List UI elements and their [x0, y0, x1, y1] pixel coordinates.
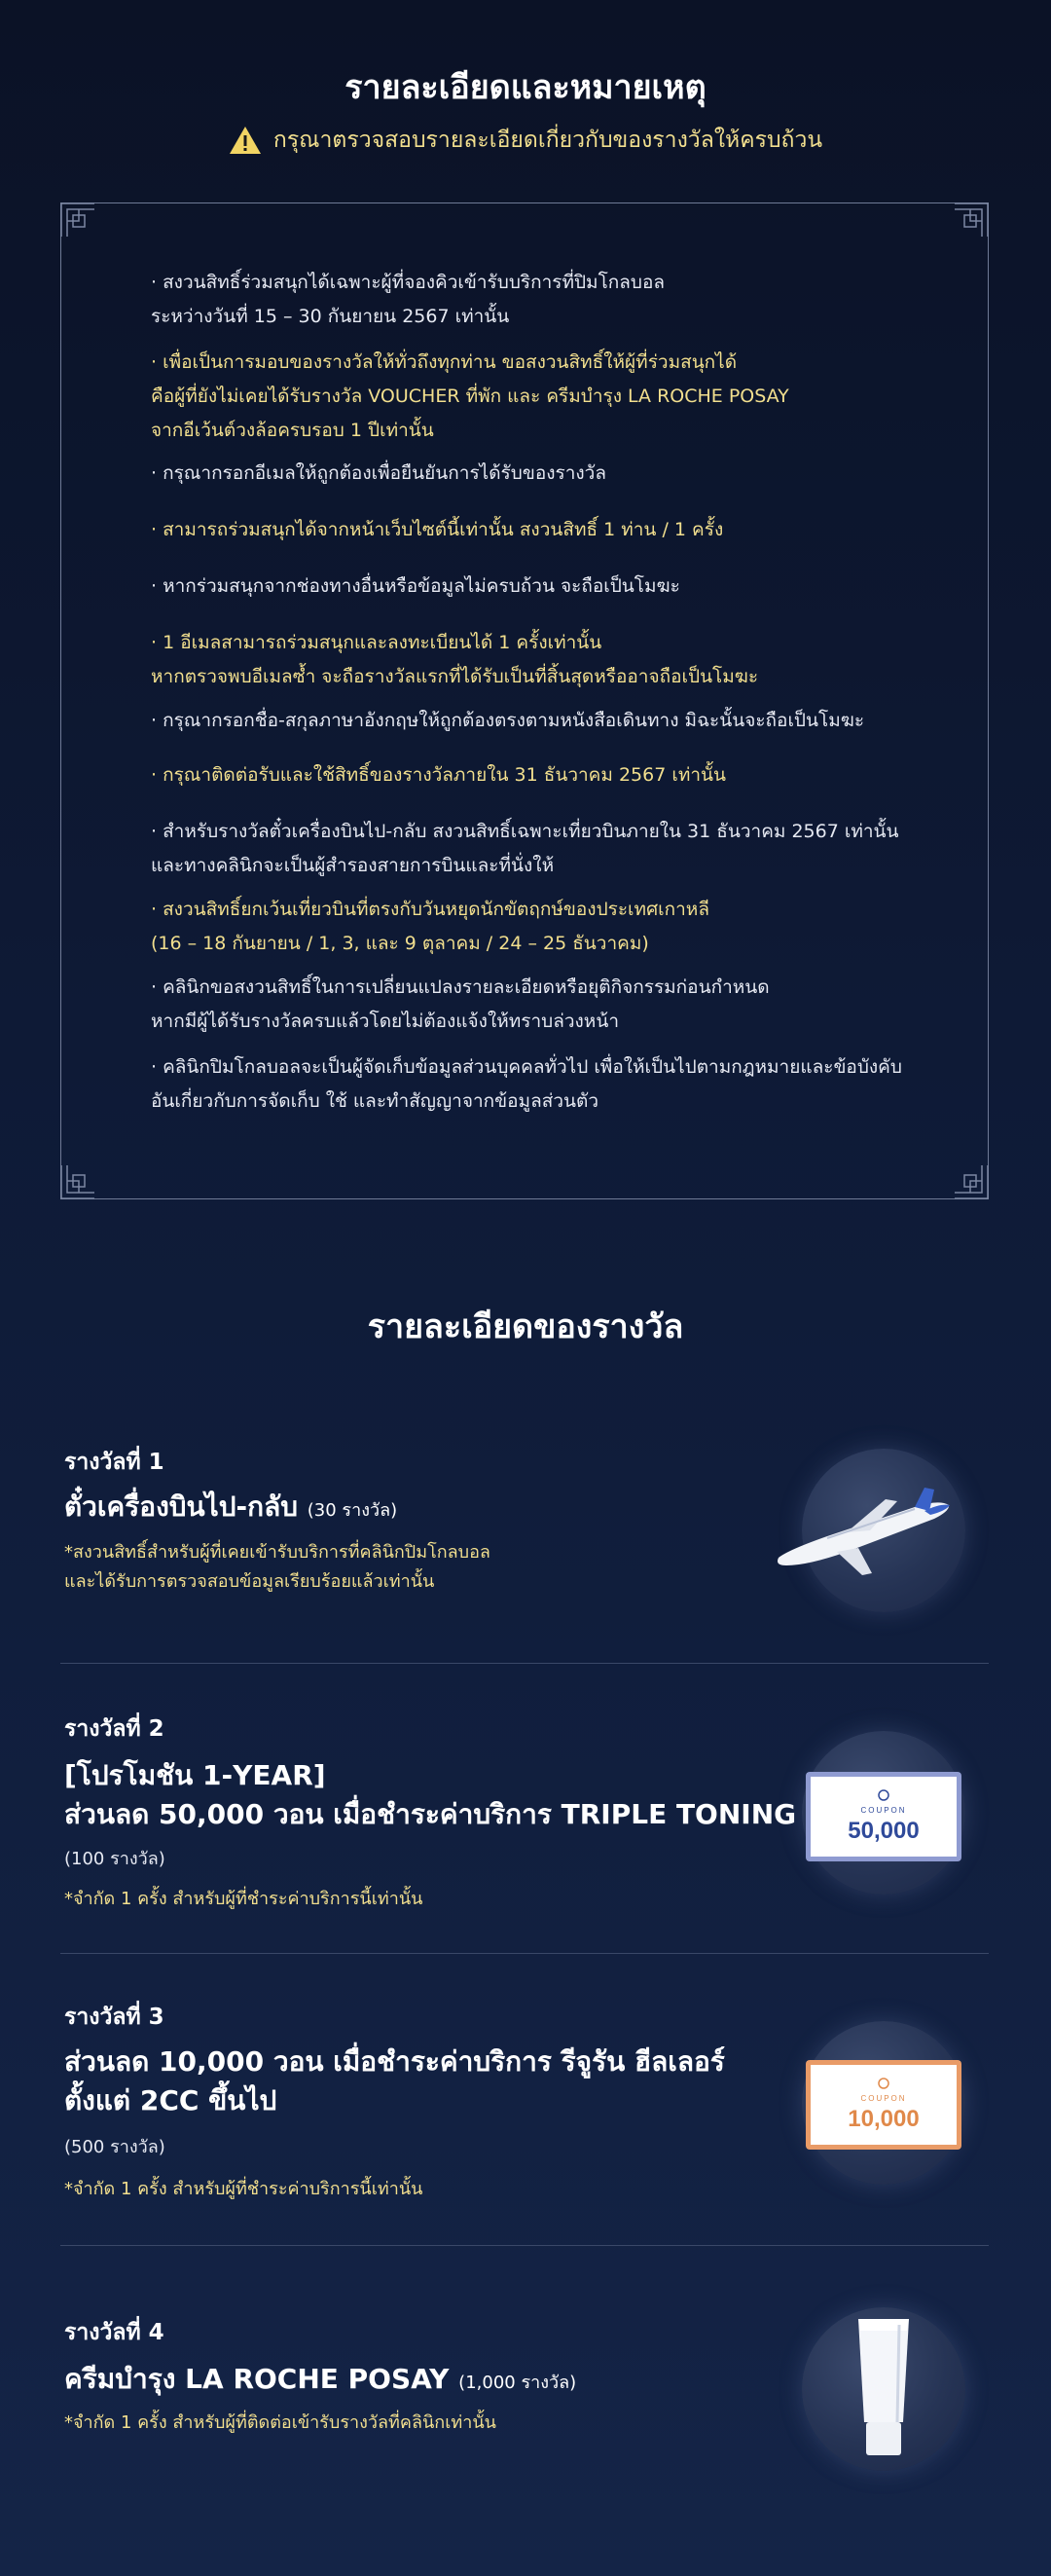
- section-divider: [60, 1663, 989, 1664]
- warning-text: กรุณาตรวจสอบรายละเอียดเกี่ยวกับของรางวัลให้ครบถ้วน: [272, 128, 823, 153]
- prize-count: (30 รางวัล): [307, 1500, 398, 1521]
- prize-note: *จำกัด 1 ครั้ง สำหรับผู้ที่ชำระค่าบริการนี้เท่านั้น: [64, 2179, 423, 2199]
- prize-title: [64, 1488, 397, 1530]
- coupon-icon: [806, 1772, 961, 1861]
- ornament-corner-icon: [953, 1163, 990, 1200]
- prize-name: ครีมบำรุง LA ROCHE POSAY: [64, 2363, 450, 2395]
- note-item: · หากร่วมสนุกจากช่องทางอื่นหรือข้อมูลไม่ครบถ้วน จะถือเป็นโมฆะ: [151, 575, 680, 597]
- coupon-value: 50,000: [848, 1818, 920, 1844]
- note-item: · สำหรับรางวัลตั๋วเครื่องบินไป-กลับ สงวนสิทธิ์เฉพาะเที่ยวบินภายใน 31 ธันวาคม 2567 เท่านั้น และทางคลินิกจะเป็นผู้สำรองสายการบินและที่นั่งให้: [151, 821, 899, 876]
- prize-label: รางวัลที่ 4: [64, 2320, 164, 2345]
- ornament-corner-icon: [59, 202, 96, 239]
- note-item: · กรุณากรอกชื่อ-สกุลภาษาอังกฤษให้ถูกต้องตรงตามหนังสือเดินทาง มิฉะนั้นจะถือเป็นโมฆะ: [151, 710, 865, 731]
- note-item: · สามารถร่วมสนุกได้จากหน้าเว็บไซต์นี้เท่านั้น สงวนสิทธิ์ 1 ท่าน / 1 ครั้ง: [151, 519, 724, 540]
- prize-count: (500 รางวัล): [64, 2137, 165, 2157]
- ornament-corner-icon: [59, 1163, 96, 1200]
- coupon-value: 10,000: [848, 2106, 920, 2132]
- section-divider: [60, 1953, 989, 1954]
- prize-note: *สงวนสิทธิ์สำหรับผู้ที่เคยเข้ารับบริการที่คลินิกปิมโกลบอล และได้รับการตรวจสอบข้อมูลเรียบร้อยแล้วเท่านั้น: [64, 1542, 490, 1592]
- prize-note: *จำกัด 1 ครั้ง สำหรับผู้ที่ติดต่อเข้ารับรางวัลที่คลินิกเท่านั้น: [64, 2412, 496, 2433]
- cream-tube-icon: [845, 2315, 923, 2461]
- page-title: รายละเอียดและหมายเหตุ: [344, 68, 707, 107]
- note-item: · คลินิกปิมโกลบอลจะเป็นผู้จัดเก็บข้อมูลส่วนบุคคลทั่วไป เพื่อให้เป็นไปตามกฎหมายและข้อบังคับ อันเกี่ยวกับการจัดเก็บ ใช้ และทำสัญญาจากข้อมูลส่วนตัว: [151, 1056, 902, 1112]
- note-item: · เพื่อเป็นการมอบของรางวัลให้ทั่วถึงทุกท่าน ขอสงวนสิทธิ์ให้ผู้ที่ร่วมสนุกได้ คือผู้ที่ยังไม่เคยได้รับรางวัล VOUCHER ที่พัก และ ครีมบำรุง LA ROCHE POSAY จากอีเว้นต์วงล้อครบรอบ 1 ปีเท่านั้น: [151, 351, 789, 441]
- prize-note: *จำกัด 1 ครั้ง สำหรับผู้ที่ชำระค่าบริการนี้เท่านั้น: [64, 1889, 423, 1909]
- ornament-corner-icon: [953, 202, 990, 239]
- coupon-icon: [806, 2060, 961, 2150]
- note-item: · 1 อีเมลสามารถร่วมสนุกและลงทะเบียนได้ 1 ครั้งเท่านั้น หากตรวจพบอีเมลซ้ำ จะถือรางวัลแรกที่ได้รับเป็นที่สิ้นสุดหรืออาจถือเป็นโมฆะ: [151, 632, 759, 687]
- prize-count: (1,000 รางวัล): [458, 2373, 577, 2393]
- prize-title: [โปรโมชัน 1-YEAR] ส่วนลด 50,000 วอน เมื่อชำระค่าบริการ TRIPLE TONING: [64, 1759, 797, 1830]
- prize-label: รางวัลที่ 3: [64, 2005, 164, 2030]
- prize-count: (100 รางวัล): [64, 1849, 165, 1869]
- prize-title: [64, 2360, 576, 2403]
- note-item: · สงวนสิทธิ์ยกเว้นเที่ยวบินที่ตรงกับวันหยุดนักขัตฤกษ์ของประเทศเกาหลี (16 – 18 กันยายน / 1, 3, และ 9 ตุลาคม / 24 – 25 ธันวาคม): [151, 899, 709, 954]
- coupon-word: COUPON: [860, 2094, 907, 2103]
- warning-icon: [229, 126, 262, 155]
- section-divider: [60, 2245, 989, 2246]
- warning-banner: [0, 123, 1051, 158]
- prize-title: ส่วนลด 10,000 วอน เมื่อชำระค่าบริการ รีจูรัน ฮีลเลอร์ ตั้งแต่ 2CC ขึ้นไป: [64, 2045, 725, 2116]
- note-item: · กรุณากรอกอีเมลให้ถูกต้องเพื่อยืนยันการได้รับของรางวัล: [151, 462, 606, 484]
- note-item: · กรุณาติดต่อรับและใช้สิทธิ์ของรางวัลภายใน 31 ธันวาคม 2567 เท่านั้น: [151, 764, 727, 786]
- note-item: · สงวนสิทธิ์ร่วมสนุกได้เฉพาะผู้ที่จองคิวเข้ารับบริการที่ปิมโกลบอล ระหว่างวันที่ 15 – 30 กันยายน 2567 เท่านั้น: [151, 272, 666, 327]
- prizes-section-title: รายละเอียดของรางวัล: [367, 1307, 684, 1346]
- note-item: · คลินิกขอสงวนสิทธิ์ในการเปลี่ยนแปลงรายละเอียดหรือยุติกิจกรรมก่อนกำหนด หากมีผู้ได้รับรางวัลครบแล้วโดยไม่ต้องแจ้งให้ทราบล่วงหน้า: [151, 976, 770, 1032]
- prize-label: รางวัลที่ 2: [64, 1716, 164, 1742]
- coupon-word: COUPON: [860, 1806, 907, 1815]
- notes-box: [60, 202, 989, 1199]
- prize-name: ตั๋วเครื่องบินไป-กลับ: [64, 1490, 299, 1523]
- prize-label: รางวัลที่ 1: [64, 1450, 164, 1475]
- airplane-icon: [769, 1482, 963, 1579]
